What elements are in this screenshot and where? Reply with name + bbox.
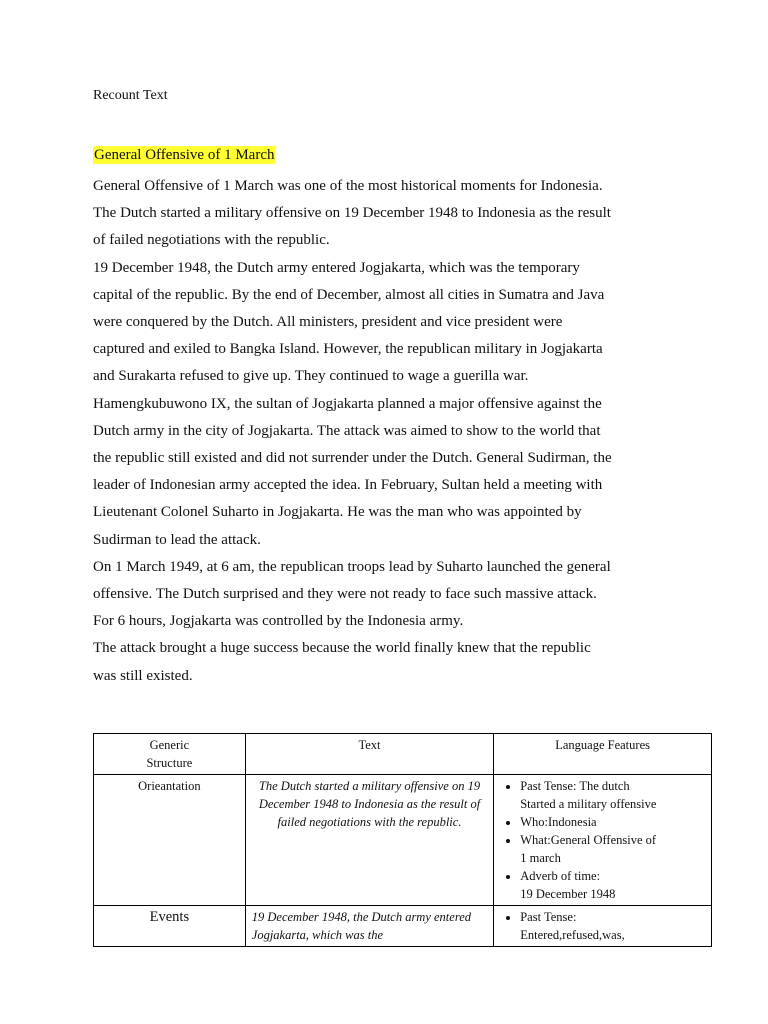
body-line: and Surakarta refused to give up. They continued to wage a guerilla war.	[93, 368, 529, 385]
body-line: was still existed.	[93, 667, 193, 684]
structure-table	[93, 733, 712, 947]
body-text	[93, 173, 693, 690]
feature-item	[520, 777, 705, 813]
body-line: For 6 hours, Jogjakarta was controlled by the Indonesia army.	[93, 613, 464, 630]
feature-item	[520, 867, 705, 903]
header-structure-line: Structure	[146, 756, 193, 770]
feature-line: • Who:Indonesia	[520, 815, 597, 829]
document-label: Recount Text	[93, 88, 168, 103]
table-header-row	[94, 734, 712, 775]
body-line: capital of the republic. By the end of December, almost all cities in Sumatra and Java	[93, 286, 605, 303]
row-structure-cell: Orieantation	[94, 775, 246, 906]
row-features-cell	[494, 906, 712, 947]
row-text-cell: 19 December 1948, the Dutch army entered Jogjakarta, which was the	[245, 906, 493, 947]
header-language-features: Language Features	[494, 734, 712, 775]
body-line: Dutch army in the city of Jogjakarta. The attack was aimed to show to the world that	[93, 422, 601, 439]
document-title: General Offensive of 1 March	[94, 147, 275, 163]
feature-line: • Past Tense:	[520, 910, 577, 924]
feature-item	[520, 813, 705, 831]
header-text: Text	[245, 734, 493, 775]
feature-line: 1 march	[520, 851, 561, 865]
row-structure-cell: Events	[94, 906, 246, 947]
body-line: leader of Indonesian army accepted the idea. In February, Sultan held a meeting with	[93, 477, 603, 494]
features-list	[500, 908, 705, 944]
body-line: The attack brought a huge success because the world finally knew that the republic	[93, 640, 591, 657]
body-line: offensive. The Dutch surprised and they were not ready to face such massive attack.	[93, 586, 597, 603]
feature-item	[520, 831, 705, 867]
body-line: The Dutch started a military offensive on 19 December 1948 to Indonesia as the result	[93, 205, 611, 222]
feature-line: Entered,refused,was,	[520, 928, 625, 942]
feature-line: Started a military offensive	[520, 797, 657, 811]
body-line: General Offensive of 1 March was one of the most historical moments for Indonesia.	[93, 178, 603, 194]
body-line: of failed negotiations with the republic.	[93, 232, 330, 249]
feature-item	[520, 908, 705, 944]
body-line: captured and exiled to Bangka Island. However, the republican military in Jogjakarta	[93, 341, 603, 358]
header-generic-structure	[94, 734, 246, 775]
feature-line: • Past Tense: The dutch	[520, 779, 630, 793]
feature-line: 19 December 1948	[520, 887, 616, 901]
body-line: 19 December 1948, the Dutch army entered Jogjakarta, which was the temporary	[93, 259, 580, 276]
features-list	[500, 777, 705, 903]
body-line: On 1 March 1949, at 6 am, the republican troops lead by Suharto launched the general	[93, 558, 611, 575]
body-line: Hamengkubuwono IX, the sultan of Jogjakarta planned a major offensive against the	[93, 395, 602, 412]
body-line: Sudirman to lead the attack.	[93, 531, 261, 548]
body-line: were conquered by the Dutch. All ministers, president and vice president were	[93, 314, 563, 331]
header-structure-line: Generic	[149, 738, 190, 752]
table-row	[94, 775, 712, 906]
row-text-cell: The Dutch started a military offensive on 19 December 1948 to Indonesia as the result of failed negotiations with the republic.	[245, 775, 493, 906]
body-line: Lieutenant Colonel Suharto in Jogjakarta. He was the man who was appointed by	[93, 504, 582, 521]
feature-line: • What:General Offensive of	[520, 833, 657, 847]
body-line: the republic still existed and did not surrender under the Dutch. General Sudirman, the	[93, 450, 612, 467]
row-features-cell	[494, 775, 712, 906]
feature-line: • Adverb of time:	[520, 869, 601, 883]
table-row	[94, 906, 712, 947]
